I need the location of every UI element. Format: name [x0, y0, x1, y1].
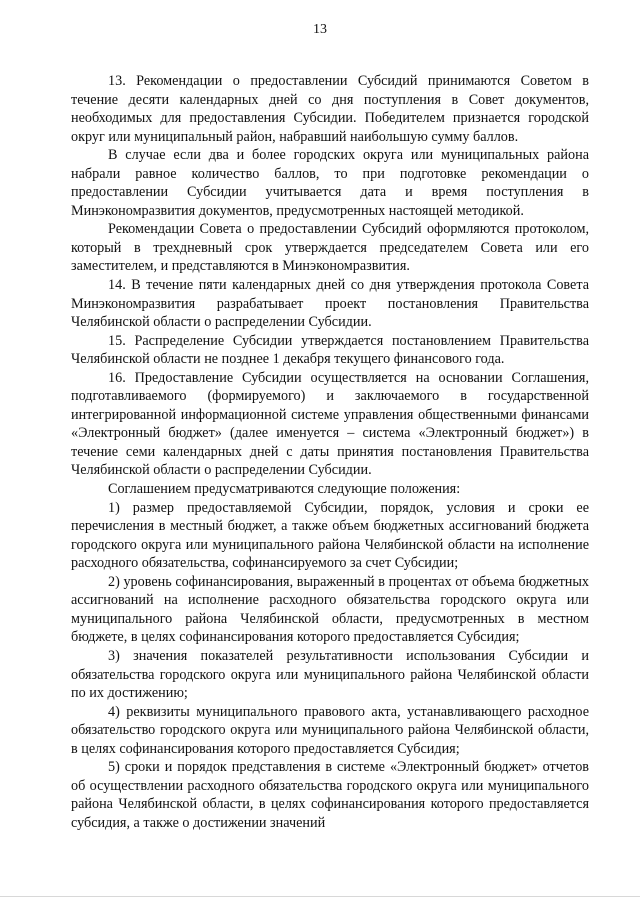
list-item-2: 2) уровень софинансирования, выраженный в процентах от объема бюджетных ассигнований на исполнение расходного обязательства городского округа или муниципального района Челябинской области, предусмотренных в местном бюджете, в целях софинансирования которого предоставляется Субсидия; — [71, 573, 589, 646]
paragraph-13-recommendations: 13. Рекомендации о предоставлении Субсидий принимаются Советом в течение десяти календарных дней со дня поступления в Совет документов, необходимых для предоставления Субсидии. Победителем признается городской округ или муниципальный район, набравший наибольшую сумму баллов. — [71, 73, 589, 145]
paragraph-council-protocol: Рекомендации Совета о предоставлении Субсидий оформляются протоколом, который в трехдневный срок утверждается председателем Совета или его заместителем, и представляются в Минэкономразвития. — [71, 221, 589, 275]
document-body — [71, 72, 589, 832]
list-item-4: 4) реквизиты муниципального правового акта, устанавливающего расходное обязательство городского округа или муниципального района Челябинской области, в целях софинансирования которого предоставляется Субсидия; — [71, 703, 589, 757]
list-item-3: 3) значения показателей результативности использования Субсидии и обязательства городского округа или муниципального района Челябинской области по их достижению; — [71, 647, 589, 702]
paragraph-14-draft-resolution: 14. В течение пяти календарных дней со дня утверждения протокола Совета Минэкономразвития разрабатывает проект постановления Правительства Челябинской области о распределении Субсидии. — [71, 277, 589, 331]
list-item-5: 5) сроки и порядок представления в системе «Электронный бюджет» отчетов об осуществлении расходного обязательства городского округа или муниципального района Челябинской области, в целях софинансирования которого предоставляется субсидия, а также о достижении значений — [71, 759, 589, 831]
paragraph-15-distribution: 15. Распределение Субсидии утверждается постановлением Правительства Челябинской области не позднее 1 декабря текущего финансового года. — [71, 332, 589, 368]
page-number: 13 — [313, 22, 327, 37]
scan-edge-divider — [0, 896, 640, 897]
paragraph-16-agreement: 16. Предоставление Субсидии осуществляется на основании Соглашения, подготавливаемого (формируемого) и заключаемого в государственной интегрированной информационной системе управления общественными финансами «Электронный бюджет» (далее именуется – система «Электронный бюджет») в течение семи календарных дней с даты принятия постановления Правительства Челябинской области о распределении Субсидии. — [71, 369, 589, 479]
list-item-1: 1) размер предоставляемой Субсидии, порядок, условия и сроки ее перечисления в местный бюджет, а также объем бюджетных ассигнований бюджета городского округа или муниципального района Челябинской области на исполнение расходного обязательства, софинансируемого за счет Субсидии; — [71, 499, 589, 572]
paragraph-agreement-provisions: Соглашением предусматриваются следующие положения: — [108, 481, 461, 498]
paragraph-equal-scores: В случае если два и более городских округа или муниципальных района набрали равное количество баллов, то при подготовке рекомендации о предоставлении Субсидии учитывается дата и время поступления в Минэкономразвития документов, предусмотренных настоящей методикой. — [71, 147, 589, 219]
